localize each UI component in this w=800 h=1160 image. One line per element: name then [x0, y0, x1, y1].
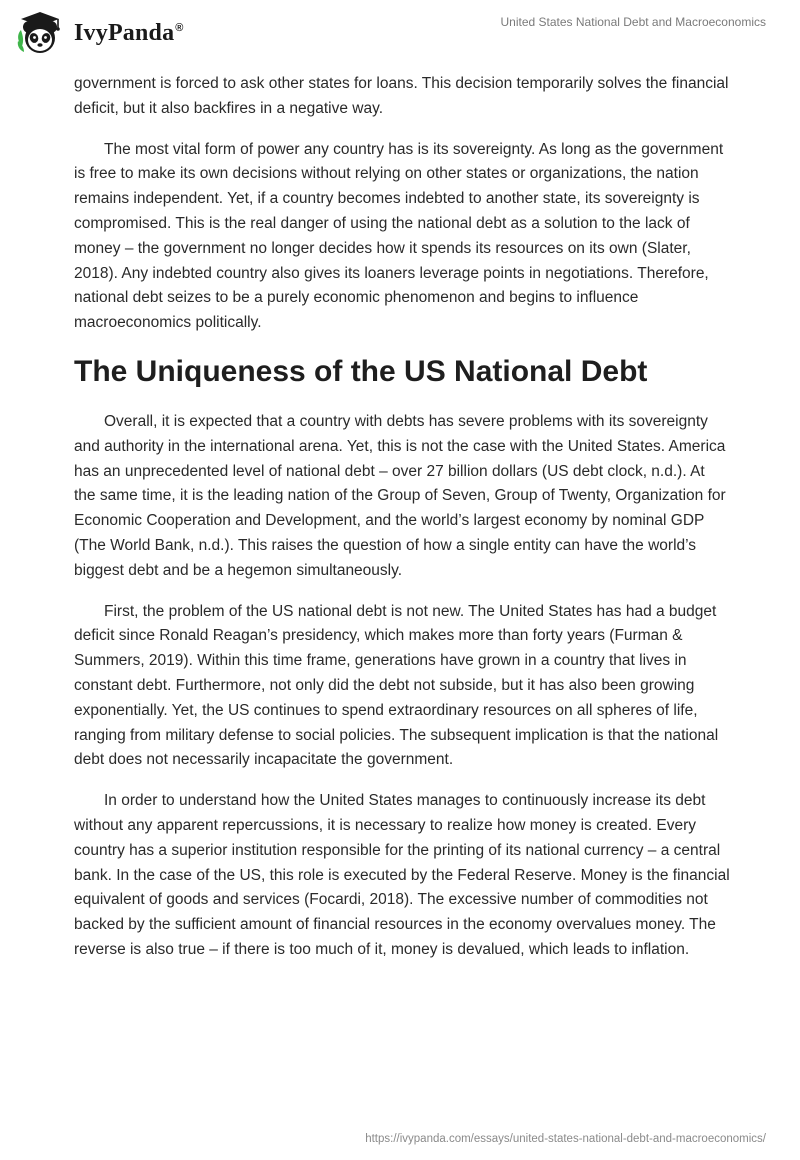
- panda-graduate-logo-icon: [14, 8, 66, 60]
- ivypanda-logo[interactable]: [14, 8, 184, 60]
- section-heading: The Uniqueness of the US National Debt: [74, 354, 648, 388]
- paragraph-overall: Overall, it is expected that a country with debts has severe problems with its sovereignty and authority in the international arena. Yet, this is not the case with the United States. America has an unprecedented level of national debt – over 27 billion dollars (US debt clock, n.d.). At the same time, it is the leading nation of the Group of Seven, Group of Twenty, Organization for Economic Cooperation and Development, and the world’s largest economy by nominal GDP (The World Bank, n.d.). This raises the question of how a single entity can have the world’s biggest debt and be a hegemon simultaneously.: [74, 412, 726, 579]
- brand-registered-mark: ®: [175, 21, 184, 34]
- page-header: [0, 0, 800, 66]
- paragraph-money-creation: In order to understand how the United States manages to continuously increase its debt without any apparent repercussions, it is necessary to realize how money is created. Every country has a superior institution responsible for the printing of its national currency – a central bank. In the case of the US, this role is executed by the Federal Reserve. Money is the financial equivalent of goods and services (Focardi, 2018). The excessive number of commodities not backed by the sufficient amount of financial resources in the economy overvalues money. The reverse is also true – if there is too much of it, money is devalued, which leads to inflation.: [74, 792, 730, 958]
- paragraph-sovereignty: The most vital form of power any country has is its sovereignty. As long as the government is free to make its own decisions without relying on other states or organizations, the nation remains independent. Yet, if a country becomes indebted to another state, its sovereignty is compromised. This is the real danger of using the national debt as a solution to the lack of money – the government no longer decides how it spends its resources on its own (Slater, 2018). Any indebted country also gives its loaners leverage points in negotiations. Therefore, national debt seizes to be a purely economic phenomenon and begins to influence macroeconomics politically.: [74, 140, 724, 332]
- paragraph-continued: government is forced to ask other states for loans. This decision temporarily solves the financial deficit, but it also backfires in a negative way.: [74, 75, 729, 117]
- essay-body: [74, 72, 730, 979]
- source-url-link[interactable]: https://ivypanda.com/essays/united-states-national-debt-and-macroeconomics/: [365, 1133, 766, 1145]
- paragraph-first: First, the problem of the US national debt is not new. The United States has had a budget deficit since Ronald Reagan’s presidency, which makes more than forty years (Furman & Summers, 2019). Within this time frame, generations have grown in a country that lives in constant debt. Furthermore, not only did the debt not subside, but it has also been growing exponentially. Yet, the US continues to spend extraordinary resources on all spheres of life, ranging from military defense to social policies. The subsequent implication is that the national debt does not necessarily incapacitate the government.: [74, 602, 719, 769]
- document-title: United States National Debt and Macroeconomics: [500, 15, 766, 29]
- brand-name: IvyPanda®: [74, 19, 184, 46]
